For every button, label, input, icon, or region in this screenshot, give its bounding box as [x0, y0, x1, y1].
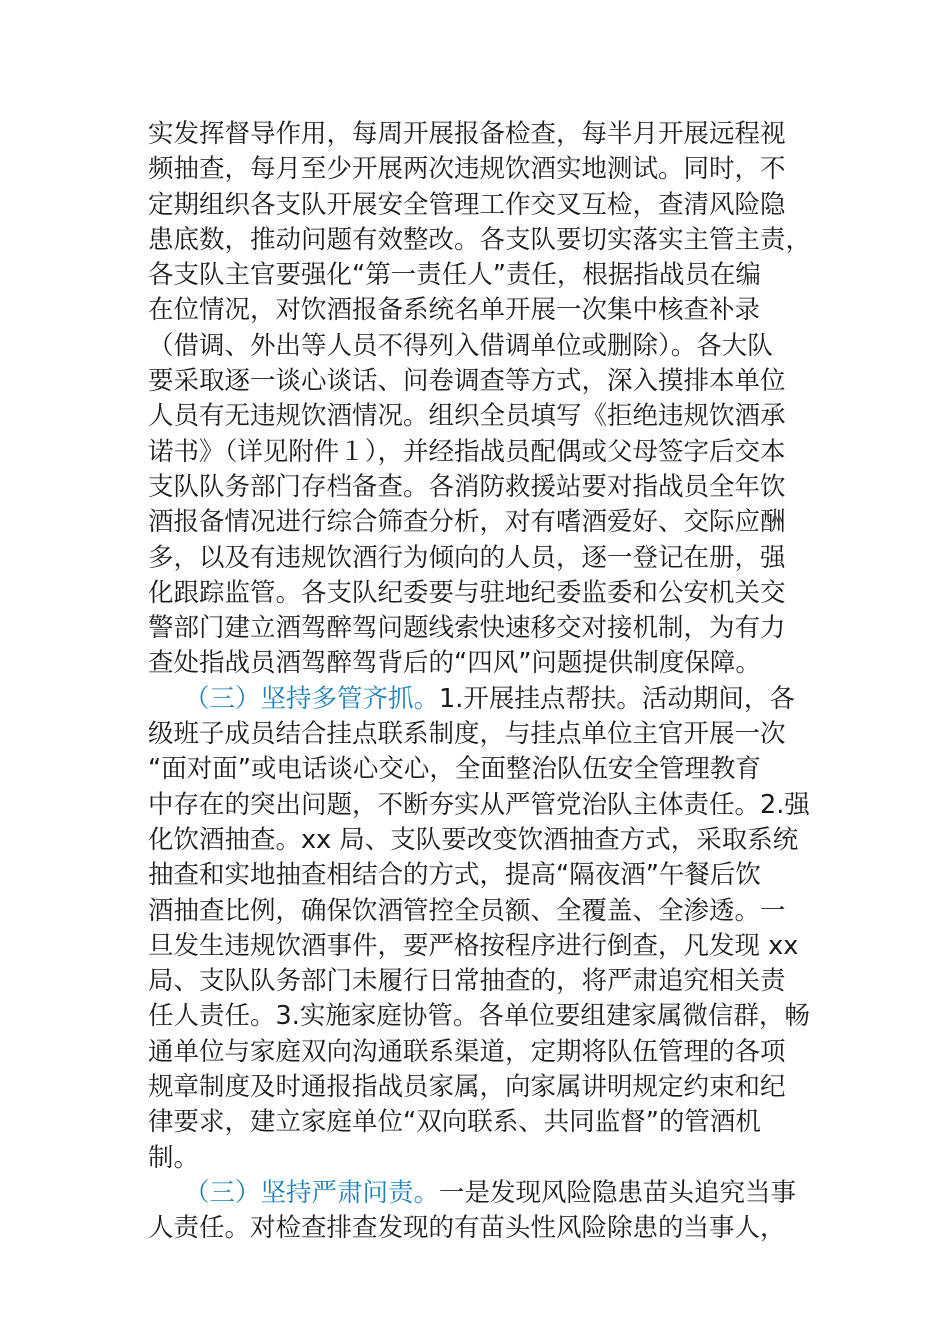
section-text: 一是发现风险隐患苗头追究当事	[439, 1177, 797, 1208]
text-line: 诺书》（详见附件１），并经指战员配偶或父母签字后交本	[148, 436, 786, 467]
text-line: 多，以及有违规饮酒行为倾向的人员，逐一登记在册，强	[148, 542, 786, 573]
text-line: 任人责任。3.实施家庭协管。各单位要组建家属微信群，畅	[148, 1001, 810, 1032]
text-line: 局、支队队务部门未履行日常抽查的，将严肃追究相关责	[148, 966, 786, 997]
paragraph-1	[148, 117, 812, 682]
text-line: 患底数，推动问题有效整改。各支队要切实落实主管主责，	[148, 224, 812, 255]
text-line: 支队队务部门存档备查。各消防救援站要对指战员全年饮	[148, 471, 786, 502]
text-line	[148, 1176, 808, 1211]
text-line: 定期组织各支队开展安全管理工作交叉互检，查清风险隐	[148, 189, 786, 220]
text-line: 查处指战员酒驾醉驾背后的“四风”问题提供制度保障。	[148, 648, 761, 679]
section-heading: （三）坚持严肃问责。	[184, 1177, 440, 1208]
text-line: “面对面”或电话谈心交心，全面整治队伍安全管理教育	[148, 754, 761, 785]
text-line: 中存在的突出问题，不断夯实从严管党治队主体责任。2.强	[148, 789, 810, 820]
document-page	[148, 117, 812, 1247]
text-line: 人责任。对检查排查发现的有苗头性风险除患的当事人，	[148, 1213, 786, 1244]
text-line: 通单位与家庭双向沟通联系渠道，定期将队伍管理的各项	[148, 1036, 786, 1067]
text-line: （借调、外出等人员不得列入借调单位或删除）。各大队	[148, 330, 773, 361]
text-line: 各支队主官要强化“第一责任人”责任，根据指战员在编	[148, 260, 761, 291]
text-line: 要采取逐一谈心谈话、问卷调查等方式，深入摸排本单位	[148, 366, 786, 397]
text-line: 抽查和实地抽查相结合的方式，提高“隔夜酒”午餐后饮	[148, 860, 761, 891]
paragraph-2	[148, 682, 808, 1176]
text-line: 制。	[148, 1142, 200, 1173]
text-line: 实发挥督导作用，每周开展报备检查，每半月开展远程视	[148, 119, 786, 149]
text-line: 级班子成员结合挂点联系制度，与挂点单位主官开展一次	[148, 719, 786, 750]
section-text: 1.开展挂点帮扶。活动期间，各	[439, 683, 795, 714]
text-line: 律要求，建立家庭单位“双向联系、共同监督”的管酒机	[148, 1107, 761, 1138]
text-line: 警部门建立酒驾醉驾问题线索快速移交对接机制，为有力	[148, 613, 786, 644]
text-line: 人员有无违规饮酒情况。组织全员填写《拒绝违规饮酒承	[148, 401, 786, 432]
text-line: 酒抽查比例，确保饮酒管控全员额、全覆盖、全渗透。一	[148, 895, 786, 926]
section-heading: （三）坚持多管齐抓。	[184, 683, 440, 714]
text-line: 频抽查，每月至少开展两次违规饮酒实地测试。同时，不	[148, 154, 786, 185]
text-line: 化饮酒抽查。xx 局、支队要改变饮酒抽查方式，采取系统	[148, 824, 799, 855]
paragraph-3	[148, 1176, 808, 1247]
text-line: 酒报备情况进行综合筛查分析，对有嗜酒爱好、交际应酬	[148, 507, 786, 538]
text-line	[148, 682, 808, 717]
text-line: 规章制度及时通报指战员家属，向家属讲明规定约束和纪	[148, 1072, 786, 1103]
text-line: 在位情况，对饮酒报备系统名单开展一次集中核查补录	[148, 295, 761, 326]
text-line: 化跟踪监管。各支队纪委要与驻地纪委监委和公安机关交	[148, 577, 786, 608]
text-line: 旦发生违规饮酒事件，要严格按程序进行倒查，凡发现 xx	[148, 930, 799, 961]
